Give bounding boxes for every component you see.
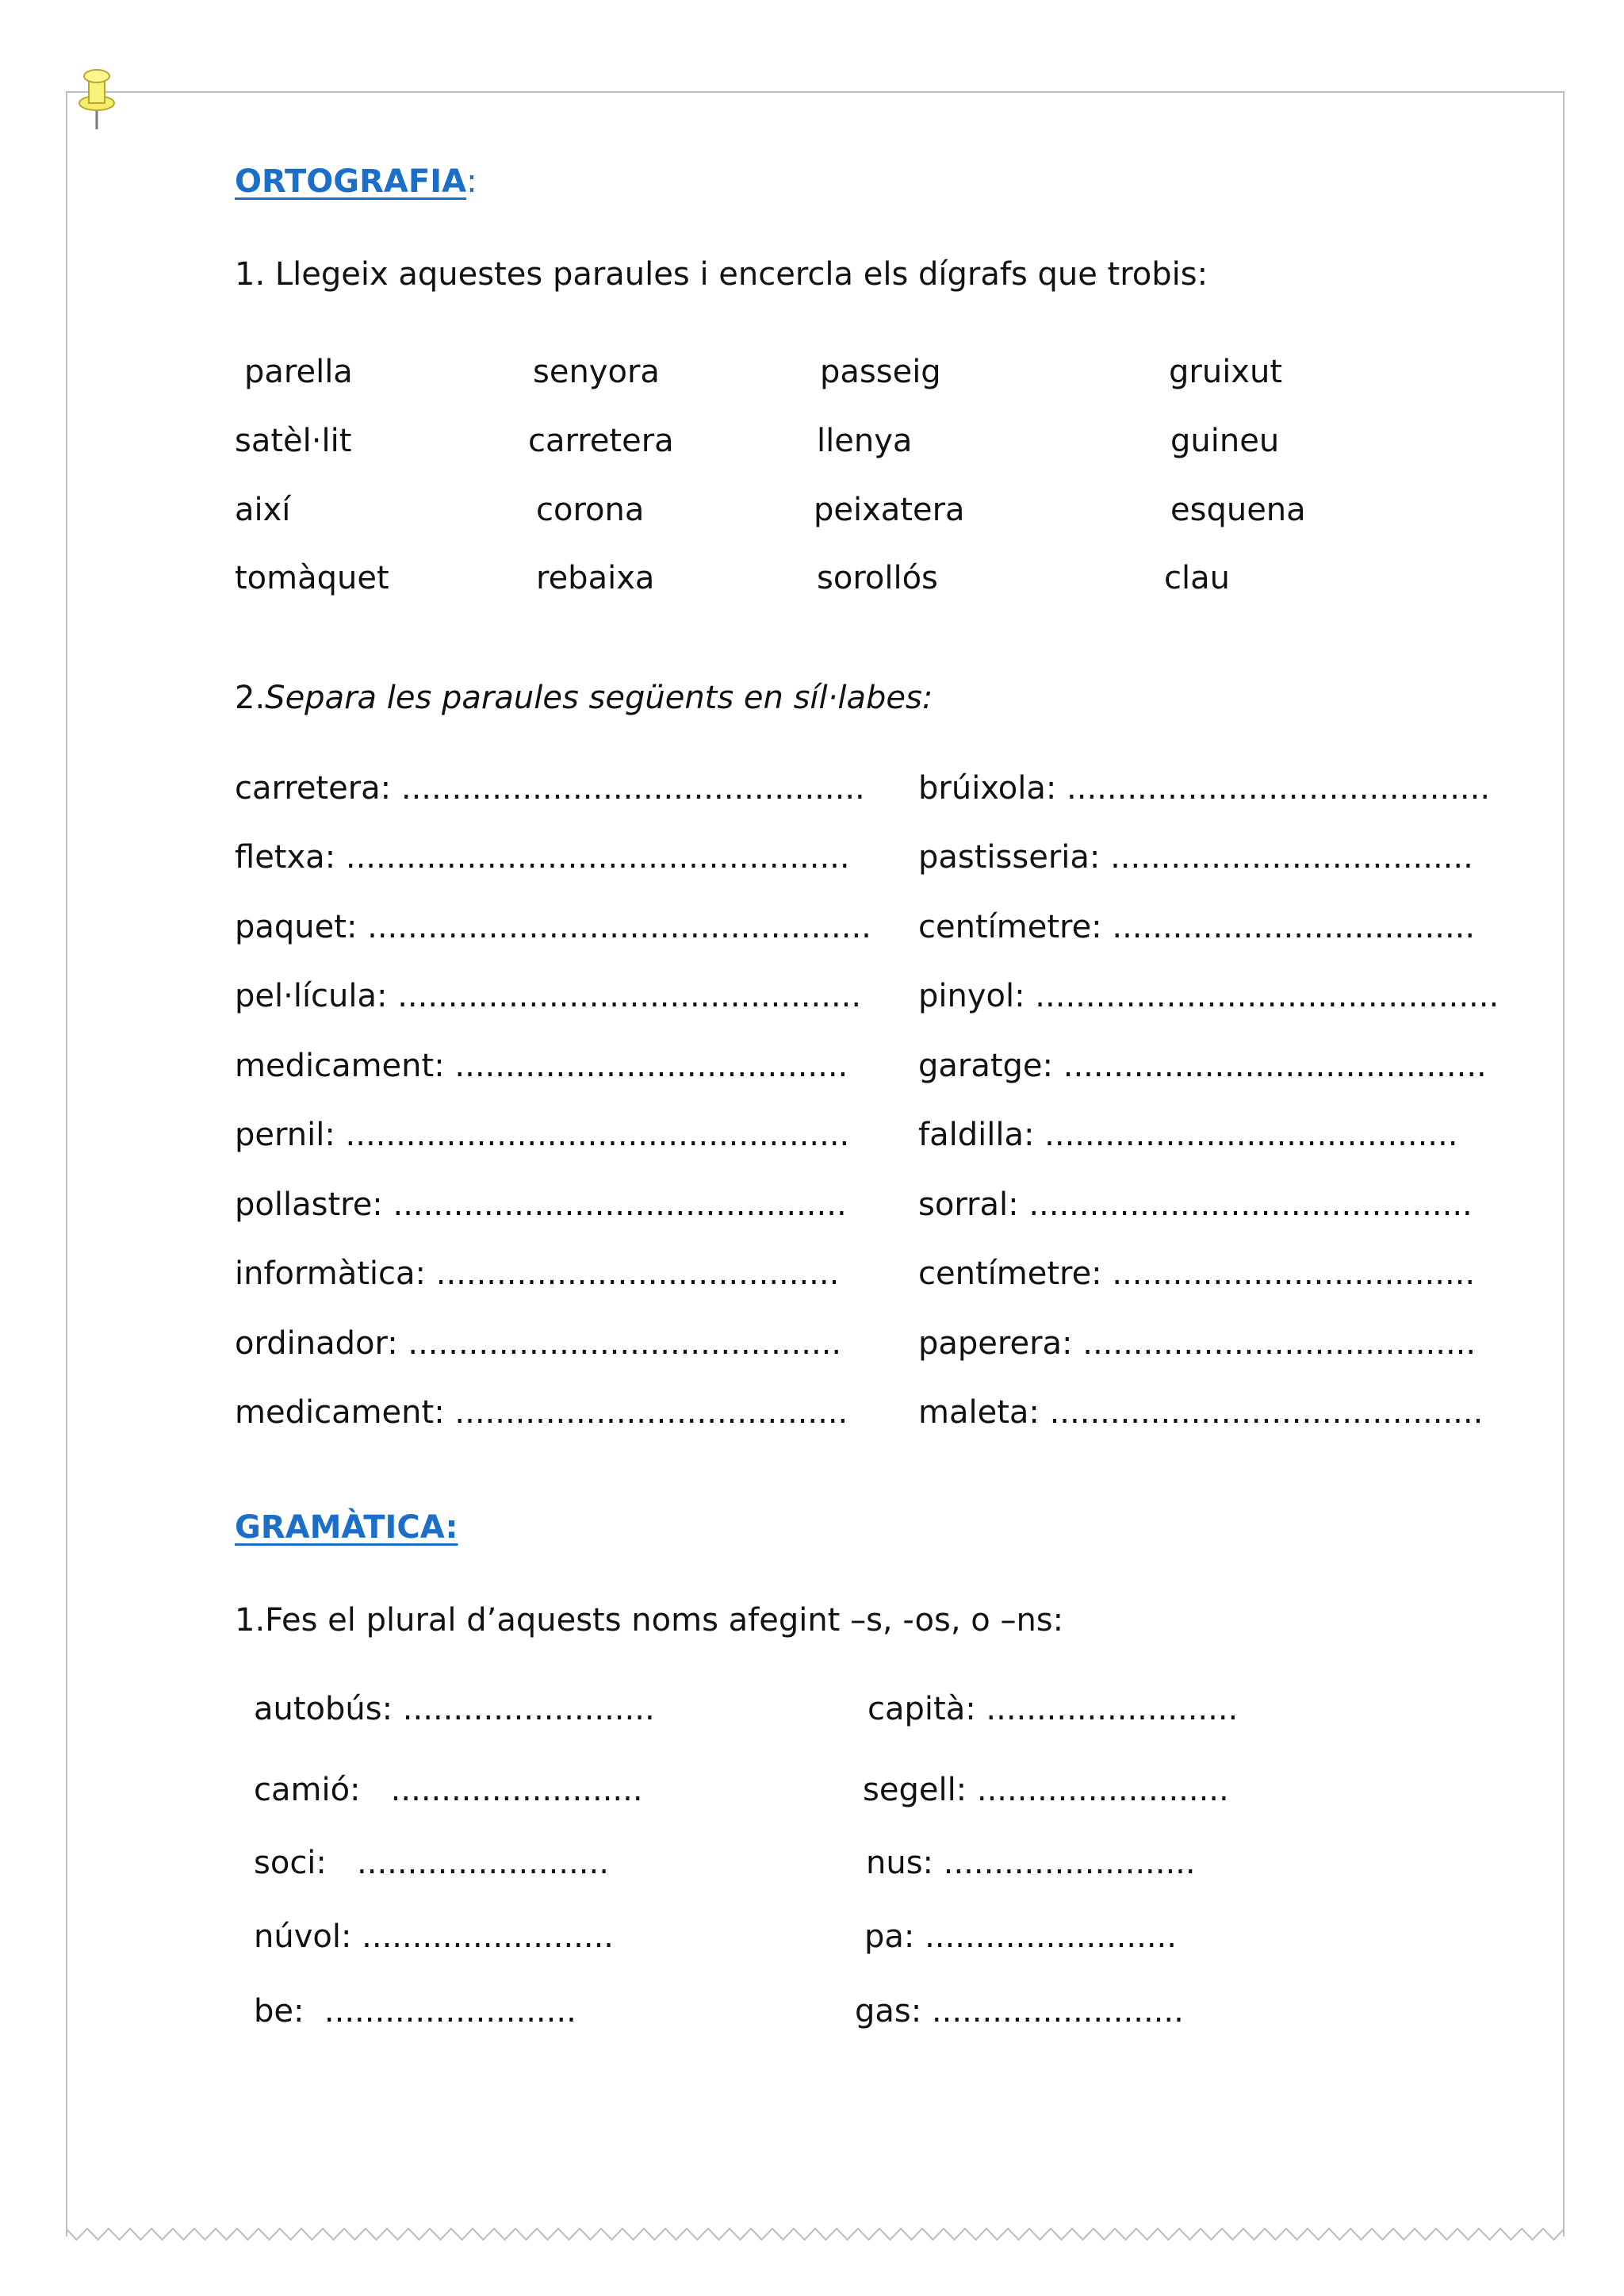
word-item: esquena <box>1170 492 1306 528</box>
syllable-item: carretera: .............................................. <box>235 770 865 807</box>
syllable-item: paquet: .................................................. <box>235 909 871 945</box>
plural-item: nus: ......................... <box>866 1845 1196 1881</box>
syllable-item: pastisseria: .................................... <box>918 839 1473 876</box>
instruction-text: Llegeix aquestes paraules i encercla els dígrafs que trobis: <box>274 256 1208 293</box>
syllable-item: centímetre: .................................... <box>918 1255 1476 1292</box>
word-item: peixatera <box>814 492 965 528</box>
word-item: carretera <box>528 423 674 459</box>
plural-item: be: ......................... <box>254 1993 576 2030</box>
word-item: sorollós <box>817 560 938 596</box>
syllable-item: pel·lícula: .............................................. <box>235 978 862 1014</box>
word-item: parella <box>244 354 353 390</box>
exercise-2-instruction <box>235 679 933 717</box>
exercise-number: 2. <box>235 680 266 716</box>
syllable-item: informàtica: ........................................ <box>235 1255 840 1292</box>
syllable-item: centímetre: .................................... <box>918 909 1476 945</box>
word-item: clau <box>1164 560 1230 596</box>
section-heading-ortografia: ORTOGRAFIA <box>235 163 467 200</box>
word-item: corona <box>536 492 645 528</box>
syllable-item: maleta: ........................................... <box>918 1394 1484 1431</box>
syllable-item: sorral: ............................................ <box>918 1186 1473 1223</box>
word-item: senyora <box>533 354 660 390</box>
plural-item: capità: ......................... <box>868 1691 1239 1727</box>
exercise-number: 1. <box>235 256 266 293</box>
word-item: llenya <box>817 423 913 459</box>
exercise-1-instruction <box>235 255 1208 293</box>
word-item: passeig <box>820 354 941 390</box>
syllable-item: pollastre: ............................................. <box>235 1186 847 1223</box>
plural-item: autobús: ......................... <box>254 1691 655 1727</box>
syllable-item: brúixola: .......................................... <box>918 770 1491 807</box>
syllable-item: ordinador: ........................................... <box>235 1325 842 1362</box>
plural-item: soci: ......................... <box>254 1845 609 1881</box>
syllable-item: paperera: ....................................... <box>918 1325 1477 1362</box>
word-item: satèl·lit <box>235 423 352 459</box>
syllable-item: medicament: ....................................... <box>235 1394 848 1431</box>
plural-item: pa: ......................... <box>864 1918 1177 1955</box>
torn-page-edge <box>66 2222 1565 2246</box>
plural-item: segell: ......................... <box>863 1772 1229 1808</box>
word-item: guineu <box>1170 423 1280 459</box>
syllable-item: fletxa: .................................................. <box>235 839 850 876</box>
section-heading-gramatica: GRAMÀTICA: <box>235 1509 458 1546</box>
syllable-item: garatge: .......................................... <box>918 1048 1487 1084</box>
grammar-exercise-instruction: 1.Fes el plural d’aquests noms afegint –s, -os, o –ns: <box>235 1602 1064 1639</box>
page-frame <box>66 91 1565 2237</box>
word-item: rebaixa <box>536 560 655 596</box>
pushpin-icon <box>73 62 121 133</box>
syllable-item: faldilla: ......................................... <box>918 1117 1458 1153</box>
syllable-item: medicament: ....................................... <box>235 1048 848 1084</box>
plural-item: gas: ......................... <box>855 1993 1184 2030</box>
instruction-text: Separa les paraules següents en síl·labes: <box>265 680 933 716</box>
heading-colon: : <box>466 163 477 200</box>
plural-item: núvol: ......................... <box>254 1918 615 1955</box>
word-item: gruixut <box>1169 354 1283 390</box>
word-item: tomàquet <box>235 560 389 596</box>
plural-item: camió: ......................... <box>254 1772 643 1808</box>
syllable-item: pernil: .................................................. <box>235 1117 850 1153</box>
word-item: així <box>235 492 291 528</box>
syllable-item: pinyol: .............................................. <box>918 978 1500 1014</box>
